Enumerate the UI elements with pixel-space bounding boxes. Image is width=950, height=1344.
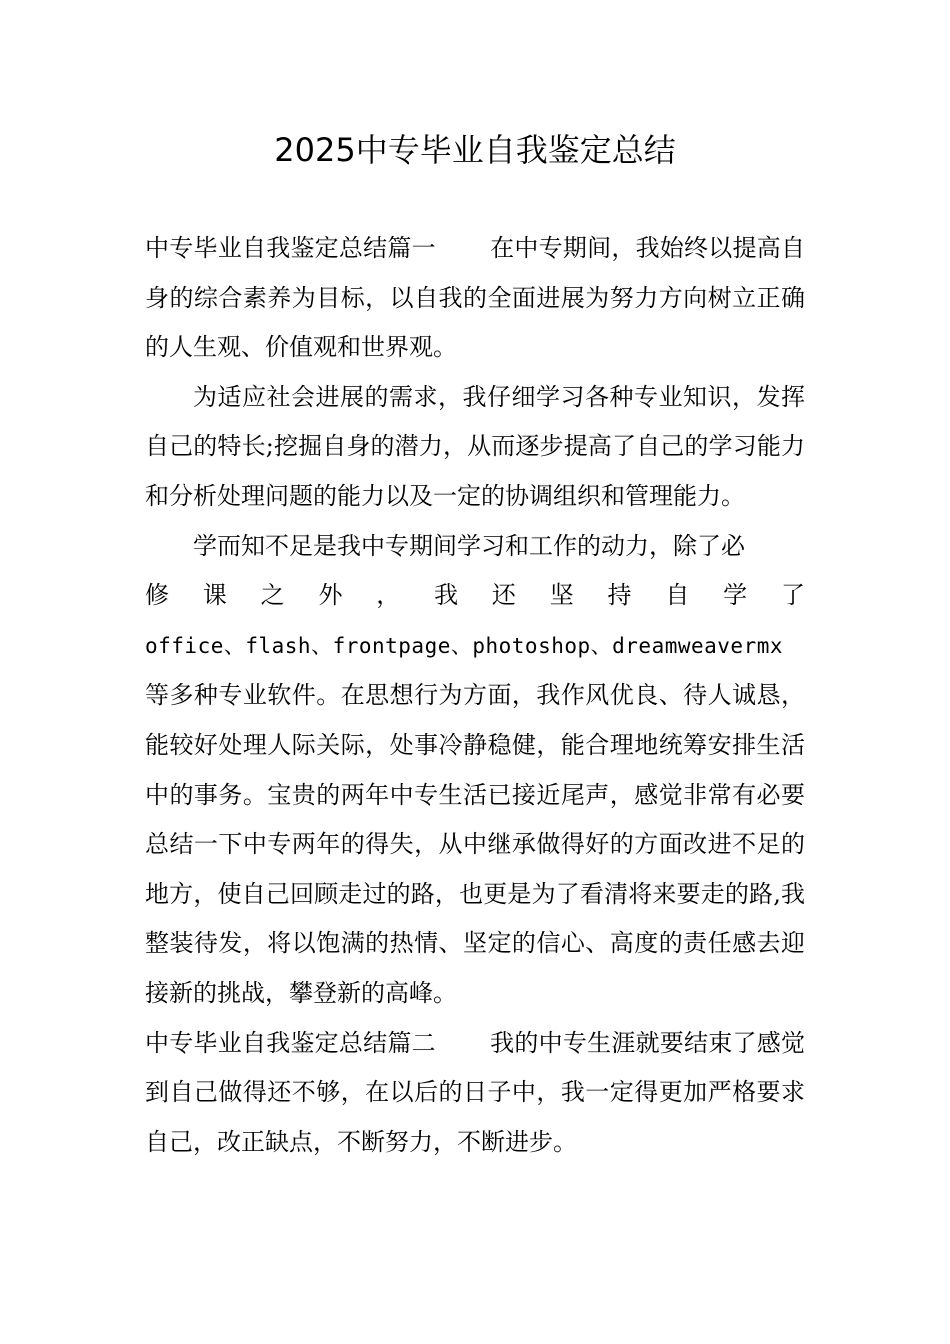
section1-heading: 中专毕业自我鉴定总结篇一 bbox=[145, 234, 436, 262]
section1-intro: 在中专期间，我始终以提高自身的综合素养为目标，以自我的全面进展为努力方向树立正确的人生观、价值观和世界观。 bbox=[145, 234, 806, 362]
spread-char: 我 bbox=[434, 581, 472, 610]
spread-char: 还 bbox=[491, 581, 529, 610]
spread-char: 坚 bbox=[549, 581, 587, 610]
spread-char: 持 bbox=[607, 581, 645, 610]
spread-char: ， bbox=[376, 581, 414, 610]
paragraph-3-line-1: 学而知不足是我中专期间学习和工作的动力，除了必 bbox=[193, 531, 745, 560]
spread-char: 自 bbox=[665, 581, 703, 610]
spread-char: 了 bbox=[780, 581, 805, 610]
paragraph-2: 为适应社会进展的需求，我仔细学习各种专业知识，发挥自己的特长;挖掘自身的潜力，从而逐步提高了自己的学习能力和分析处理问题的能力以及一定的协调组织和管理能力。 bbox=[145, 382, 805, 510]
paragraph-3-rest: 等多种专业软件。在思想行为方面，我作风优良、待人诚恳，能较好处理人际关际，处事冷静稳健，能合理地统筹安排生活中的事务。宝贵的两年中专生活已接近尾声，感觉非常有必要总结一下中专两年的得失，从中继承做得好的方面改进不足的地方，使自己回顾走过的路，也更是为了看清将来要走的路,我整装待发，将以饱满的热情、坚定的信心、高度的责任感去迎接新的挑战，攀登新的高峰。 bbox=[145, 681, 805, 1007]
paragraph-3 bbox=[145, 522, 805, 1019]
spread-char: 修 bbox=[145, 581, 183, 610]
section2-intro: 我的中专生涯就要结束了感觉到自己做得还不够，在以后的日子中，我一定得更加严格要求自己，改正缺点，不断努力，不断进步。 bbox=[145, 1028, 806, 1156]
spread-char: 学 bbox=[723, 581, 761, 610]
document-title: 2025中专毕业自我鉴定总结 bbox=[274, 131, 676, 169]
section1-paragraph bbox=[145, 224, 805, 373]
paragraph-3-line-3 bbox=[145, 621, 805, 672]
paragraph-3-line-2 bbox=[145, 571, 805, 621]
spread-char: 课 bbox=[202, 581, 240, 610]
spread-char: 外 bbox=[318, 581, 356, 610]
document-body bbox=[145, 224, 805, 1167]
section2-paragraph bbox=[145, 1019, 805, 1168]
software-list: office、flash、frontpage、photoshop、dreamweavermx bbox=[145, 633, 784, 658]
section2-heading: 中专毕业自我鉴定总结篇二 bbox=[145, 1028, 436, 1057]
spread-char: 之 bbox=[260, 581, 298, 610]
